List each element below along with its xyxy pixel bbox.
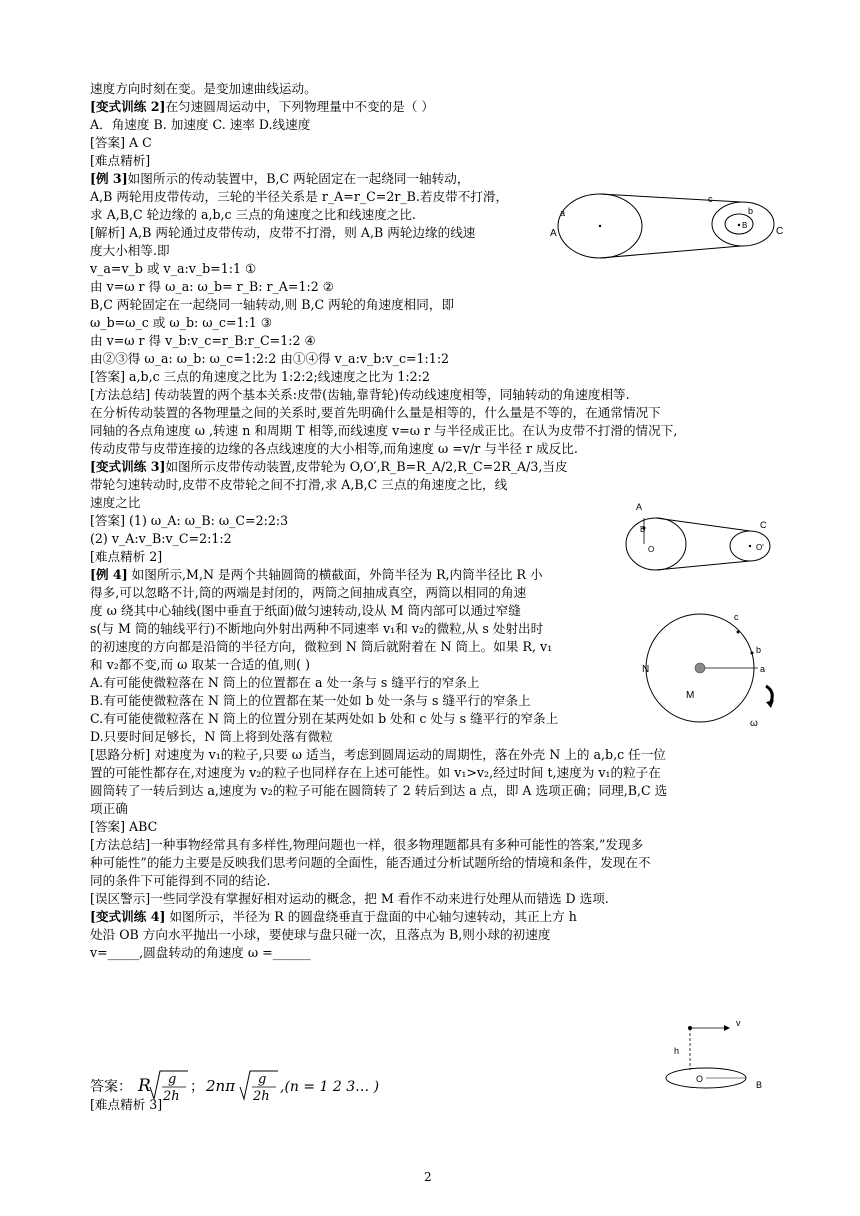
text-line: [解析] A,B 两轮通过皮带传动，皮带不打滑，则 A,B 两轮边缘的线速 — [90, 225, 476, 240]
text-line: 的初速度的方向都是沿筒的半径方向，微粒到 N 筒后就附着在 N 筒上。如果 R, v₁ — [90, 639, 553, 654]
label3-N: N — [642, 664, 650, 675]
text-line: 速度方向时刻在变。是变加速曲线运动。 — [90, 81, 317, 96]
inner-cylinder — [695, 663, 705, 673]
text-line: B.有可能使微粒落在 N 筒上的位置都在某一处如 b 处一条与 s 缝平行的窄条上 — [90, 693, 531, 708]
text-line: C.有可能使微粒落在 N 筒上的位置分别在某两处如 b 处和 c 处与 s 缝平行的窄条上 — [90, 711, 559, 726]
text-line: v_a=v_b 或 v_a:v_b=1:1 ① — [90, 261, 257, 276]
text-line: [思路分析] 对速度为 v₁的粒子,只要 ω 适当，考虑到圆周运动的周期性，落在外壳 N 上的 a,b,c 任一位 — [90, 747, 666, 762]
text-line: v=_____,圆盘转动的角速度 ω =______ — [90, 945, 311, 960]
figure-belt-drive-oo — [600, 500, 800, 580]
text-line: [变式训练 2]在匀速圆周运动中，下列物理量中不变的是（ ） — [90, 99, 434, 114]
figure-belt-drive-abc — [548, 186, 788, 266]
belt2-top — [656, 518, 750, 531]
text-line: 由 v=ω r 得 v_b:v_c=r_B:r_C=1:2 ④ — [90, 333, 316, 348]
formula-g-1: g — [168, 1072, 177, 1087]
text-line: 置的可能性都存在,对速度为 v₂的粒子也同样存在上述可能性。如 v₁>v₂,经过时间 t,速度为 v₁的粒子在 — [90, 765, 661, 780]
text-line: [答案] a,b,c 三点的角速度之比为 1:2:2;线速度之比为 1:2:2 — [90, 369, 430, 384]
text-line: 和 v₂都不变,而 ω 取某一合适的值,则( ) — [90, 657, 310, 672]
text-line: 度 ω 绕其中心轴线(图中垂直于纸面)做匀速转动,设从 M 筒内部可以通过窄缝 — [90, 603, 521, 618]
label-a: a — [560, 208, 566, 218]
text-line: [方法总结] 传动装置的两个基本关系:皮带(齿轴,靠背轮)传动线速度相等，同轴转动的角速度相等. — [90, 387, 630, 402]
text-line: s(与 M 筒的轴线平行)不断地向外射出两种不同速率 v₁和 v₂的微粒,从 s 处射出时 — [90, 621, 544, 636]
label-b: b — [748, 206, 754, 216]
text-line: [方法总结]一种事物经常具有多样性,物理问题也一样，很多物理题都具有多种可能性的答案,”发现多 — [90, 837, 644, 852]
center-b — [738, 224, 740, 226]
center-o-prime — [749, 545, 751, 547]
label2-O: O — [648, 545, 655, 554]
text-line: A,B 两轮用皮带传动，三轮的半径关系是 r_A=r_C=2r_B.若皮带不打滑， — [90, 189, 509, 204]
formula-2h-2: 2h — [253, 1089, 270, 1104]
text-line: [答案] ABC — [90, 819, 158, 834]
label3-omega: ω — [750, 718, 758, 729]
text-line: 带轮匀速转动时,皮带不皮带轮之间不打滑,求 A,B,C 三点的角速度之比，线 — [90, 477, 508, 492]
bold-label: [变式训练 2] — [90, 99, 166, 114]
point-c — [737, 631, 740, 634]
label4-B: B — [756, 1080, 763, 1090]
label2-A: A — [636, 502, 643, 512]
text-line: [变式训练 3]如图所示皮带传动装置,皮带轮为 O,O′,R_B=R_A/2,R_C=2R_A/3,当皮 — [90, 459, 568, 474]
text-line: [难点精析 2] — [90, 549, 163, 564]
text-line: [答案] (1) ω_A: ω_B: ω_C=2:2:3 — [90, 513, 289, 528]
label2-O-prime: O' — [756, 543, 764, 552]
label3-b: b — [756, 645, 762, 655]
formula-prefix: 答案： — [90, 1079, 132, 1095]
formula-sep: ； — [190, 1079, 204, 1095]
text-line: 由 v=ω r 得 ω_a: ω_b= r_B: r_A=1:2 ② — [90, 279, 335, 294]
center-a — [599, 225, 601, 227]
velocity-arrow-icon — [724, 1025, 730, 1031]
text-line: 速度之比 — [90, 495, 141, 510]
text-line: [例 4] 如图所示,M,N 是两个共轴圆筒的横截面，外筒半径为 R,内筒半径比 R 小 — [90, 567, 543, 582]
bold-label: [变式训练 4] — [90, 909, 166, 924]
ball — [688, 1026, 692, 1030]
belt-bottom — [600, 246, 741, 258]
rotation-arrowhead-icon — [766, 700, 774, 708]
text-line: [答案] A C — [90, 135, 152, 150]
label-A: A — [550, 228, 557, 239]
label3-M: M — [686, 690, 695, 701]
bold-label: [变式训练 3] — [90, 459, 166, 474]
text-line: ω_b=ω_c 或 ω_b: ω_c=1:1 ③ — [90, 315, 273, 330]
label2-B: B — [640, 525, 646, 534]
text-line: 处沿 OB 方向水平抛出一小球，要使球与盘只碰一次，且落点为 B,则小球的初速度 — [90, 927, 551, 942]
text-line: A.有可能使微粒落在 N 筒上的位置都在 a 处一条与 s 缝平行的窄条上 — [90, 675, 480, 690]
bold-label: [例 3] — [90, 171, 128, 186]
text-line: 在分析传动装置的各物理量之间的关系时,要首先明确什么量是相等的，什么量是不等的，在通常情况下 — [90, 405, 661, 420]
bold-label: [例 4] — [90, 567, 128, 582]
text-line: 由②③得 ω_a: ω_b: ω_c=1:2:2 由①④得 v_a:v_b:v_c=1:1:2 — [90, 351, 450, 366]
text-line: [例 3]如图所示的传动装置中，B,C 两轮固定在一起绕同一轴转动， — [90, 171, 470, 186]
text-line: D.只要时间足够长，N 筒上将到处落有微粒 — [90, 729, 333, 744]
text-line: 度大小相等.即 — [90, 243, 170, 258]
text-line: 圆筒转了一转后到达 a,速度为 v₂的粒子可能在圆筒转了 2 转后到达 a 点，即 A 选项正确；同理,B,C 选 — [90, 783, 668, 798]
wheel-o — [626, 518, 686, 570]
belt2-bottom — [656, 561, 750, 570]
text-line: [变式训练 4] 如图所示，半径为 R 的圆盘绕垂直于盘面的中心轴匀速转动，其正上方 h — [90, 909, 577, 924]
formula-g-2: g — [258, 1072, 267, 1087]
formula-2npi: 2nπ — [206, 1077, 236, 1095]
figure-disc-ball — [660, 1016, 790, 1096]
figure-coaxial-cylinders — [640, 606, 800, 732]
text-line: 得多,可以忽略不计,筒的两端是封闭的，两筒之间抽成真空，两筒以相同的角速 — [90, 585, 527, 600]
label3-a: a — [760, 664, 766, 674]
text-line: 同轴的各点角速度 ω ,转速 n 和周期 T 相等,而线速度 v=ω r 与半径成正比。在认为皮带不打滑的情况下, — [90, 423, 678, 438]
label-C: C — [776, 226, 784, 237]
last-line: [难点精析 3] — [90, 1097, 163, 1112]
text-line: 传动皮带与皮带连接的边缘的各点线速度的大小相等,而角速度 ω =v/r 与半径 r 成反比. — [90, 441, 578, 456]
text-line: 同的条件下可能得到不同的结论. — [90, 873, 271, 888]
label4-h: h — [674, 1046, 680, 1056]
label2-C: C — [760, 520, 767, 530]
text-line: (2) v_A:v_B:v_C=2:1:2 — [90, 531, 232, 546]
text-line: 求 A,B,C 轮边缘的 a,b,c 三点的角速度之比和线速度之比. — [90, 207, 416, 222]
text-line: A．角速度 B. 加速度 C. 速率 D.线速度 — [90, 117, 311, 132]
formula-tail: ,(n = 1 2 3… ) — [280, 1079, 380, 1095]
text-line: 种可能性”的能力主要是反映我们思考问题的全面性，能否通过分析试题所给的情境和条件，发现在不 — [90, 855, 651, 870]
label3-c: c — [734, 612, 739, 622]
text-line: 项正确 — [90, 801, 128, 816]
text-line: [难点精析] — [90, 153, 151, 168]
label4-O: O — [696, 1074, 704, 1084]
point-b — [751, 652, 754, 655]
text-line: [误区警示]一些同学没有掌握好相对运动的概念，把 M 看作不动来进行处理从而错选 D 选项. — [90, 891, 609, 906]
formula-r: R — [138, 1076, 151, 1096]
page-number: 2 — [424, 1170, 432, 1184]
label-B: B — [742, 221, 748, 230]
label-c: c — [708, 194, 713, 204]
label4-v: v — [736, 1018, 741, 1028]
text-line: B,C 两轮固定在一起绕同一轴转动,则 B,C 两轮的角速度相同，即 — [90, 297, 455, 312]
formula-2h-1: 2h — [163, 1089, 180, 1104]
